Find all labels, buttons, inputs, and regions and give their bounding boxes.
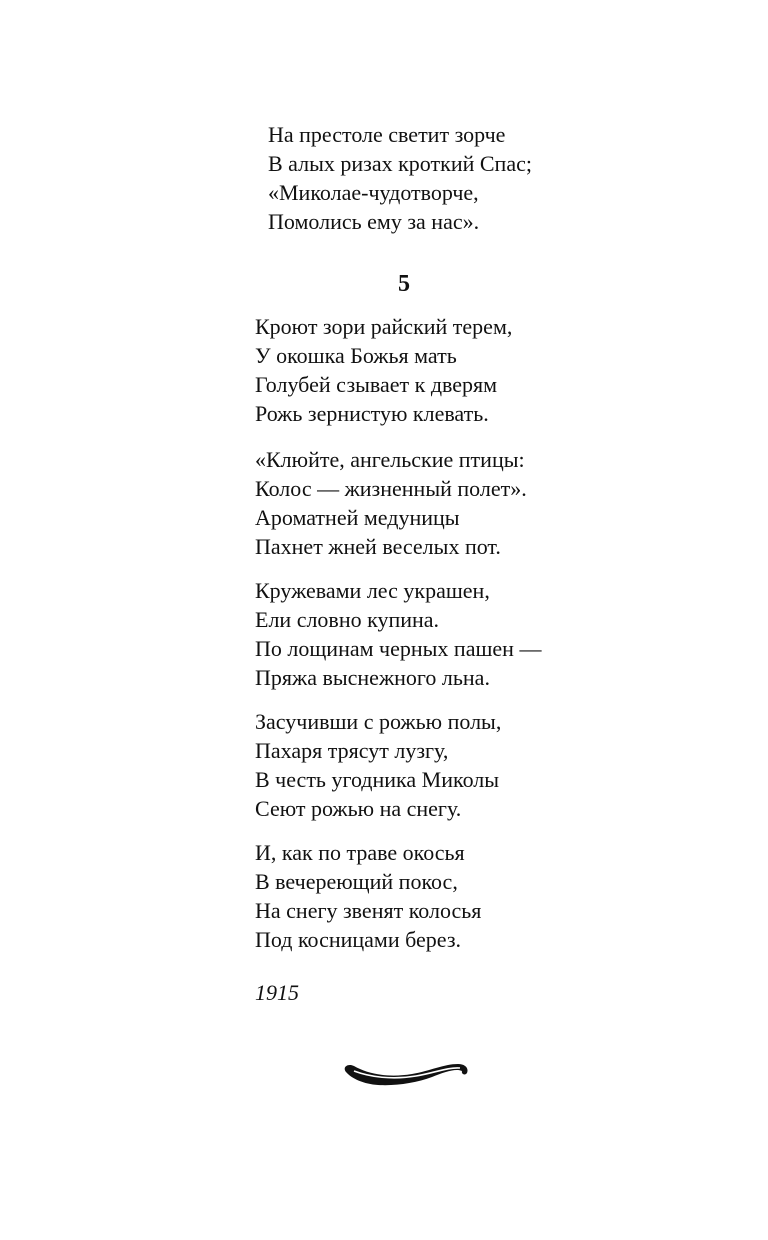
poem-line: В алых ризах кроткий Спас;	[268, 151, 532, 176]
stanza	[255, 707, 501, 823]
poem-line: Пряжа выснежного льна.	[255, 665, 490, 690]
poem-line: Под косницами берез.	[255, 927, 462, 952]
poem-line: Голубей сзывает к дверям	[255, 372, 498, 397]
stanza	[255, 576, 541, 692]
poem-line: Засучивши с рожью полы,	[255, 709, 502, 734]
poem-line: На снегу звенят колосья	[255, 898, 482, 923]
poem-line: Колос — жизненный полет».	[255, 476, 527, 501]
poem-line: Ароматней медуницы	[255, 505, 460, 530]
poem-line: Рожь зернистую клевать.	[255, 401, 489, 426]
flourish-ornament-icon	[340, 1052, 470, 1092]
poem-line: И, как по траве окосья	[255, 840, 465, 865]
poem-line: У окошка Божья мать	[255, 343, 457, 368]
poem-line: В вечереющий покос,	[255, 869, 458, 894]
poem-line: Помолись ему за нас».	[268, 209, 480, 234]
section-number: 5	[398, 271, 410, 297]
poem-line: «Миколае-чудотворче,	[268, 180, 479, 205]
stanza	[255, 445, 527, 561]
stanza	[268, 120, 532, 236]
poem-line: «Клюйте, ангельские птицы:	[255, 447, 525, 472]
poem-line: Пахаря трясут лузгу,	[255, 738, 449, 763]
stanza	[255, 312, 512, 428]
stanza	[255, 838, 481, 954]
poem-line: Сеют рожью на снегу.	[255, 796, 462, 821]
poem-line: Кроют зори райский терем,	[255, 314, 513, 339]
poem-line: По лощинам черных пашен —	[255, 636, 542, 661]
poem-line: На престоле светит зорче	[268, 122, 506, 147]
poem-line: В честь угодника Миколы	[255, 767, 500, 792]
poem-line: Ели словно купина.	[255, 607, 440, 632]
poem-line: Кружевами лес украшен,	[255, 578, 490, 603]
poem-date: 1915	[255, 980, 299, 1005]
poem-line: Пахнет жней веселых пот.	[255, 534, 501, 559]
